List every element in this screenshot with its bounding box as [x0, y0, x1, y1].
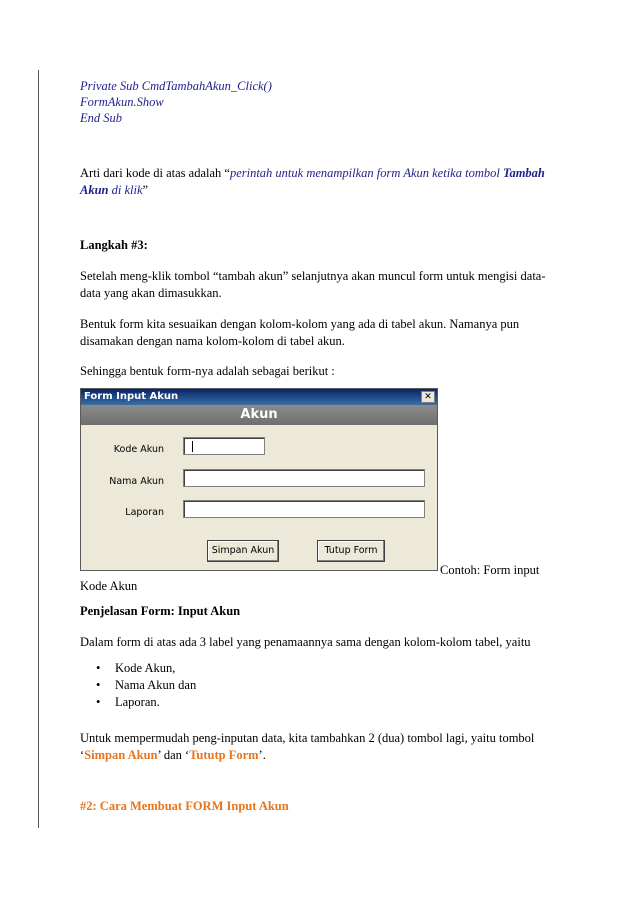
form-input-akun-window [80, 388, 438, 571]
simpan-akun-button[interactable]: Simpan Akun [207, 540, 279, 562]
tutup-form-highlight: Tututp Form [189, 748, 259, 762]
form-heading: Akun [81, 405, 437, 425]
p2-mid: ’ dan ‘ [157, 748, 190, 762]
code-block [80, 78, 272, 126]
section-2-heading: #2: Cara Membuat FORM Input Akun [80, 799, 289, 813]
window-title: Form Input Akun [84, 391, 179, 402]
code-line: FormAkun.Show [80, 95, 164, 109]
meaning-bold: Tambah Akun [80, 166, 545, 197]
window-titlebar [81, 389, 437, 405]
p2-prefix: Untuk mempermudah peng-inputan data, kita tambahkan 2 (dua) tombol lagi, yaitu tombol ‘ [80, 731, 535, 762]
margin-line [38, 70, 39, 828]
label-kode-akun: Kode Akun [113, 444, 164, 455]
tutup-form-button[interactable]: Tutup Form [317, 540, 385, 562]
explanation-heading: Penjelasan Form: Input Akun [80, 604, 241, 618]
step-paragraph-2: Bentuk form kita sesuaikan dengan kolom-kolom yang ada di tabel akun. Namanya pun disamakan dengan nama kolom-kolom di tabel akun. [80, 317, 520, 348]
step-heading: Langkah #3: [80, 238, 148, 252]
label-laporan: Laporan [125, 507, 164, 518]
list-item: • Nama Akun dan [80, 677, 196, 694]
step-paragraph-3: Sehingga bentuk form-nya adalah sebagai berikut : [80, 364, 335, 378]
meaning-paragraph [80, 165, 560, 199]
text-caret [192, 441, 193, 452]
p2-suffix: ’. [258, 748, 266, 762]
nama-akun-input[interactable] [183, 469, 425, 487]
list-item: • Laporan. [80, 694, 196, 711]
figure-caption: Contoh: Form input [440, 563, 540, 577]
step-paragraph-1: Setelah meng-klik tombol “tambah akun” selanjutnya akan muncul form untuk mengisi data-data yang akan dimasukkan. [80, 269, 546, 300]
meaning-suffix: ” [142, 183, 149, 197]
meaning-italic: perintah untuk menampilkan form Akun ketika tombol [229, 166, 503, 180]
list-item: • Kode Akun, [80, 660, 196, 677]
laporan-input[interactable] [183, 500, 425, 518]
explanation-paragraph-2 [80, 730, 555, 764]
code-line: End Sub [80, 111, 123, 125]
label-list [80, 660, 196, 711]
simpan-akun-highlight: Simpan Akun [84, 748, 158, 762]
meaning-prefix: Arti dari kode di atas adalah “ [80, 166, 230, 180]
label-nama-akun: Nama Akun [109, 476, 164, 487]
close-icon[interactable]: ✕ [421, 391, 435, 403]
figure-caption-continued: Kode Akun [80, 579, 138, 593]
meaning-italic-end: di klik [108, 183, 143, 197]
explanation-paragraph-1: Dalam form di atas ada 3 label yang penamaannya sama dengan kolom-kolom tabel, yaitu [80, 635, 531, 649]
code-line: Private Sub CmdTambahAkun_Click() [80, 79, 272, 93]
kode-akun-input[interactable] [183, 437, 265, 455]
